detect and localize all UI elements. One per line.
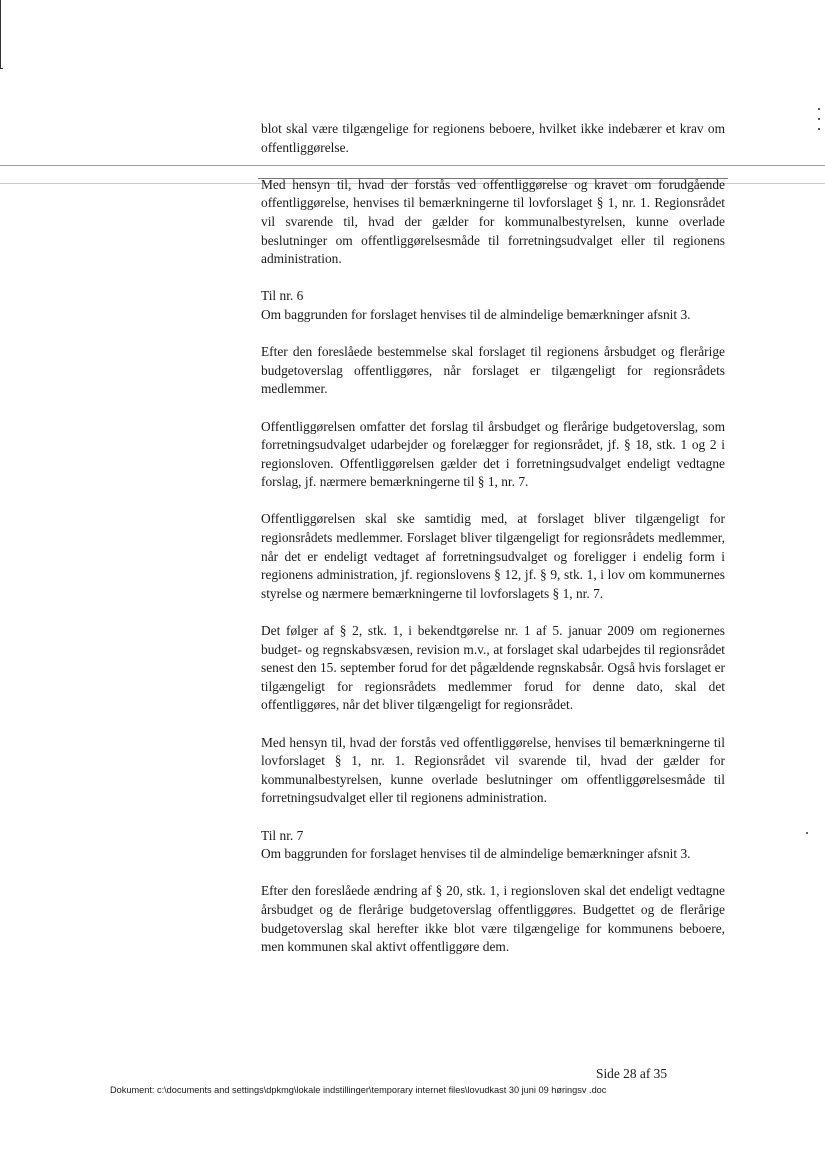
scan-speck (818, 108, 820, 110)
scan-edge (0, 0, 1, 68)
scan-speck (818, 118, 820, 120)
section-heading: Til nr. 6 (261, 288, 304, 304)
paragraph: blot skal være tilgængelige for regionens beboere, hvilket ikke indebærer et krav om offentliggørelse. (261, 121, 725, 155)
section-heading: Til nr. 7 (261, 827, 304, 843)
scan-edge (0, 68, 3, 69)
paragraph: Med hensyn til, hvad der forstås ved offentliggørelse, henvises til bemærkningerne til lovforslaget § 1, nr. 1. Regionsrådet vil svarende til, hvad der gælder for kommunalbestyrelsen, kunne overlade beslutninger om offentliggørelsesmåde til forretningsudvalget eller til regionens administration. (261, 734, 725, 806)
paragraph: Om baggrunden for forslaget henvises til de almindelige bemærkninger afsnit 3. (261, 846, 691, 862)
paragraph: Efter den foreslåede ændring af § 20, stk. 1, i regionsloven skal det endeligt vedtagne årsbudget og de flerårige budgetoverslag offentliggøres. Budgettet og de flerårige budgetoverslag skal herefter ikke blot være tilgængelige for kommunens beboere, men kommunen skal aktivt offentliggøre dem. (261, 883, 725, 955)
scan-speck (806, 832, 808, 834)
paragraph: Efter den foreslåede bestemmelse skal forslaget til regionens årsbudget og flerårige budgetoverslag offentliggøres, når forslaget er tilgængeligt for regionsrådets medlemmer. (261, 344, 725, 397)
document-path: Dokument: c:\documents and settings\dpkmg\lokale indstillinger\temporary internet files\lovudkast 30 juni 09 høringsv .doc (110, 1085, 607, 1095)
document-body (261, 120, 725, 957)
scan-speck (818, 128, 820, 130)
paragraph: Med hensyn til, hvad der forstås ved offentliggørelse og kravet om forudgående offentliggørelse, henvises til bemærkningerne til lovforslaget § 1, nr. 1. Regionsrådet vil svarende til, hvad der gælder for kommunalbestyrelsen, kunne overlade beslutninger om offentliggørelsesmåde til forretningsudvalget eller til regionens administration. (261, 176, 725, 267)
paragraph: Om baggrunden for forslaget henvises til de almindelige bemærkninger afsnit 3. (261, 306, 691, 322)
page-number: Side 28 af 35 (596, 1066, 668, 1081)
paragraph: Offentliggørelsen omfatter det forslag til årsbudget og flerårige budgetoverslag, som forretningsudvalget udarbejder og forelægger for regionsrådet, jf. § 18, stk. 1 og 2 i regionsloven. Offentliggørelsen gælder det i forretningsudvalget endeligt vedtagne forslag, jf. nærmere bemærkningerne til § 1, nr. 7. (261, 418, 725, 490)
paragraph: Offentliggørelsen skal ske samtidig med, at forslaget bliver tilgængeligt for regionsrådets medlemmer. Forslaget bliver tilgængeligt for regionsrådets medlemmer, når det er endeligt vedtaget af forretningsudvalget og foreligger i endelig form i regionens administration, jf. regionslovens § 12, jf. § 9, stk. 1, i lov om kommunernes styrelse og nærmere bemærkningerne til lovforslagets § 1, nr. 7. (261, 511, 725, 601)
paragraph: Det følger af § 2, stk. 1, i bekendtgørelse nr. 1 af 5. januar 2009 om regionernes budget- og regnskabsvæsen, revision m.v., at forslaget skal udarbejdes til regionsrådet senest den 15. september forud for det pågældende regnskabsår. Også hvis forslaget er tilgængeligt for regionsrådets medlemmer forud for denne dato, skal det offentliggøres, når det bliver tilgængeligt for regionsrådet. (261, 623, 725, 713)
